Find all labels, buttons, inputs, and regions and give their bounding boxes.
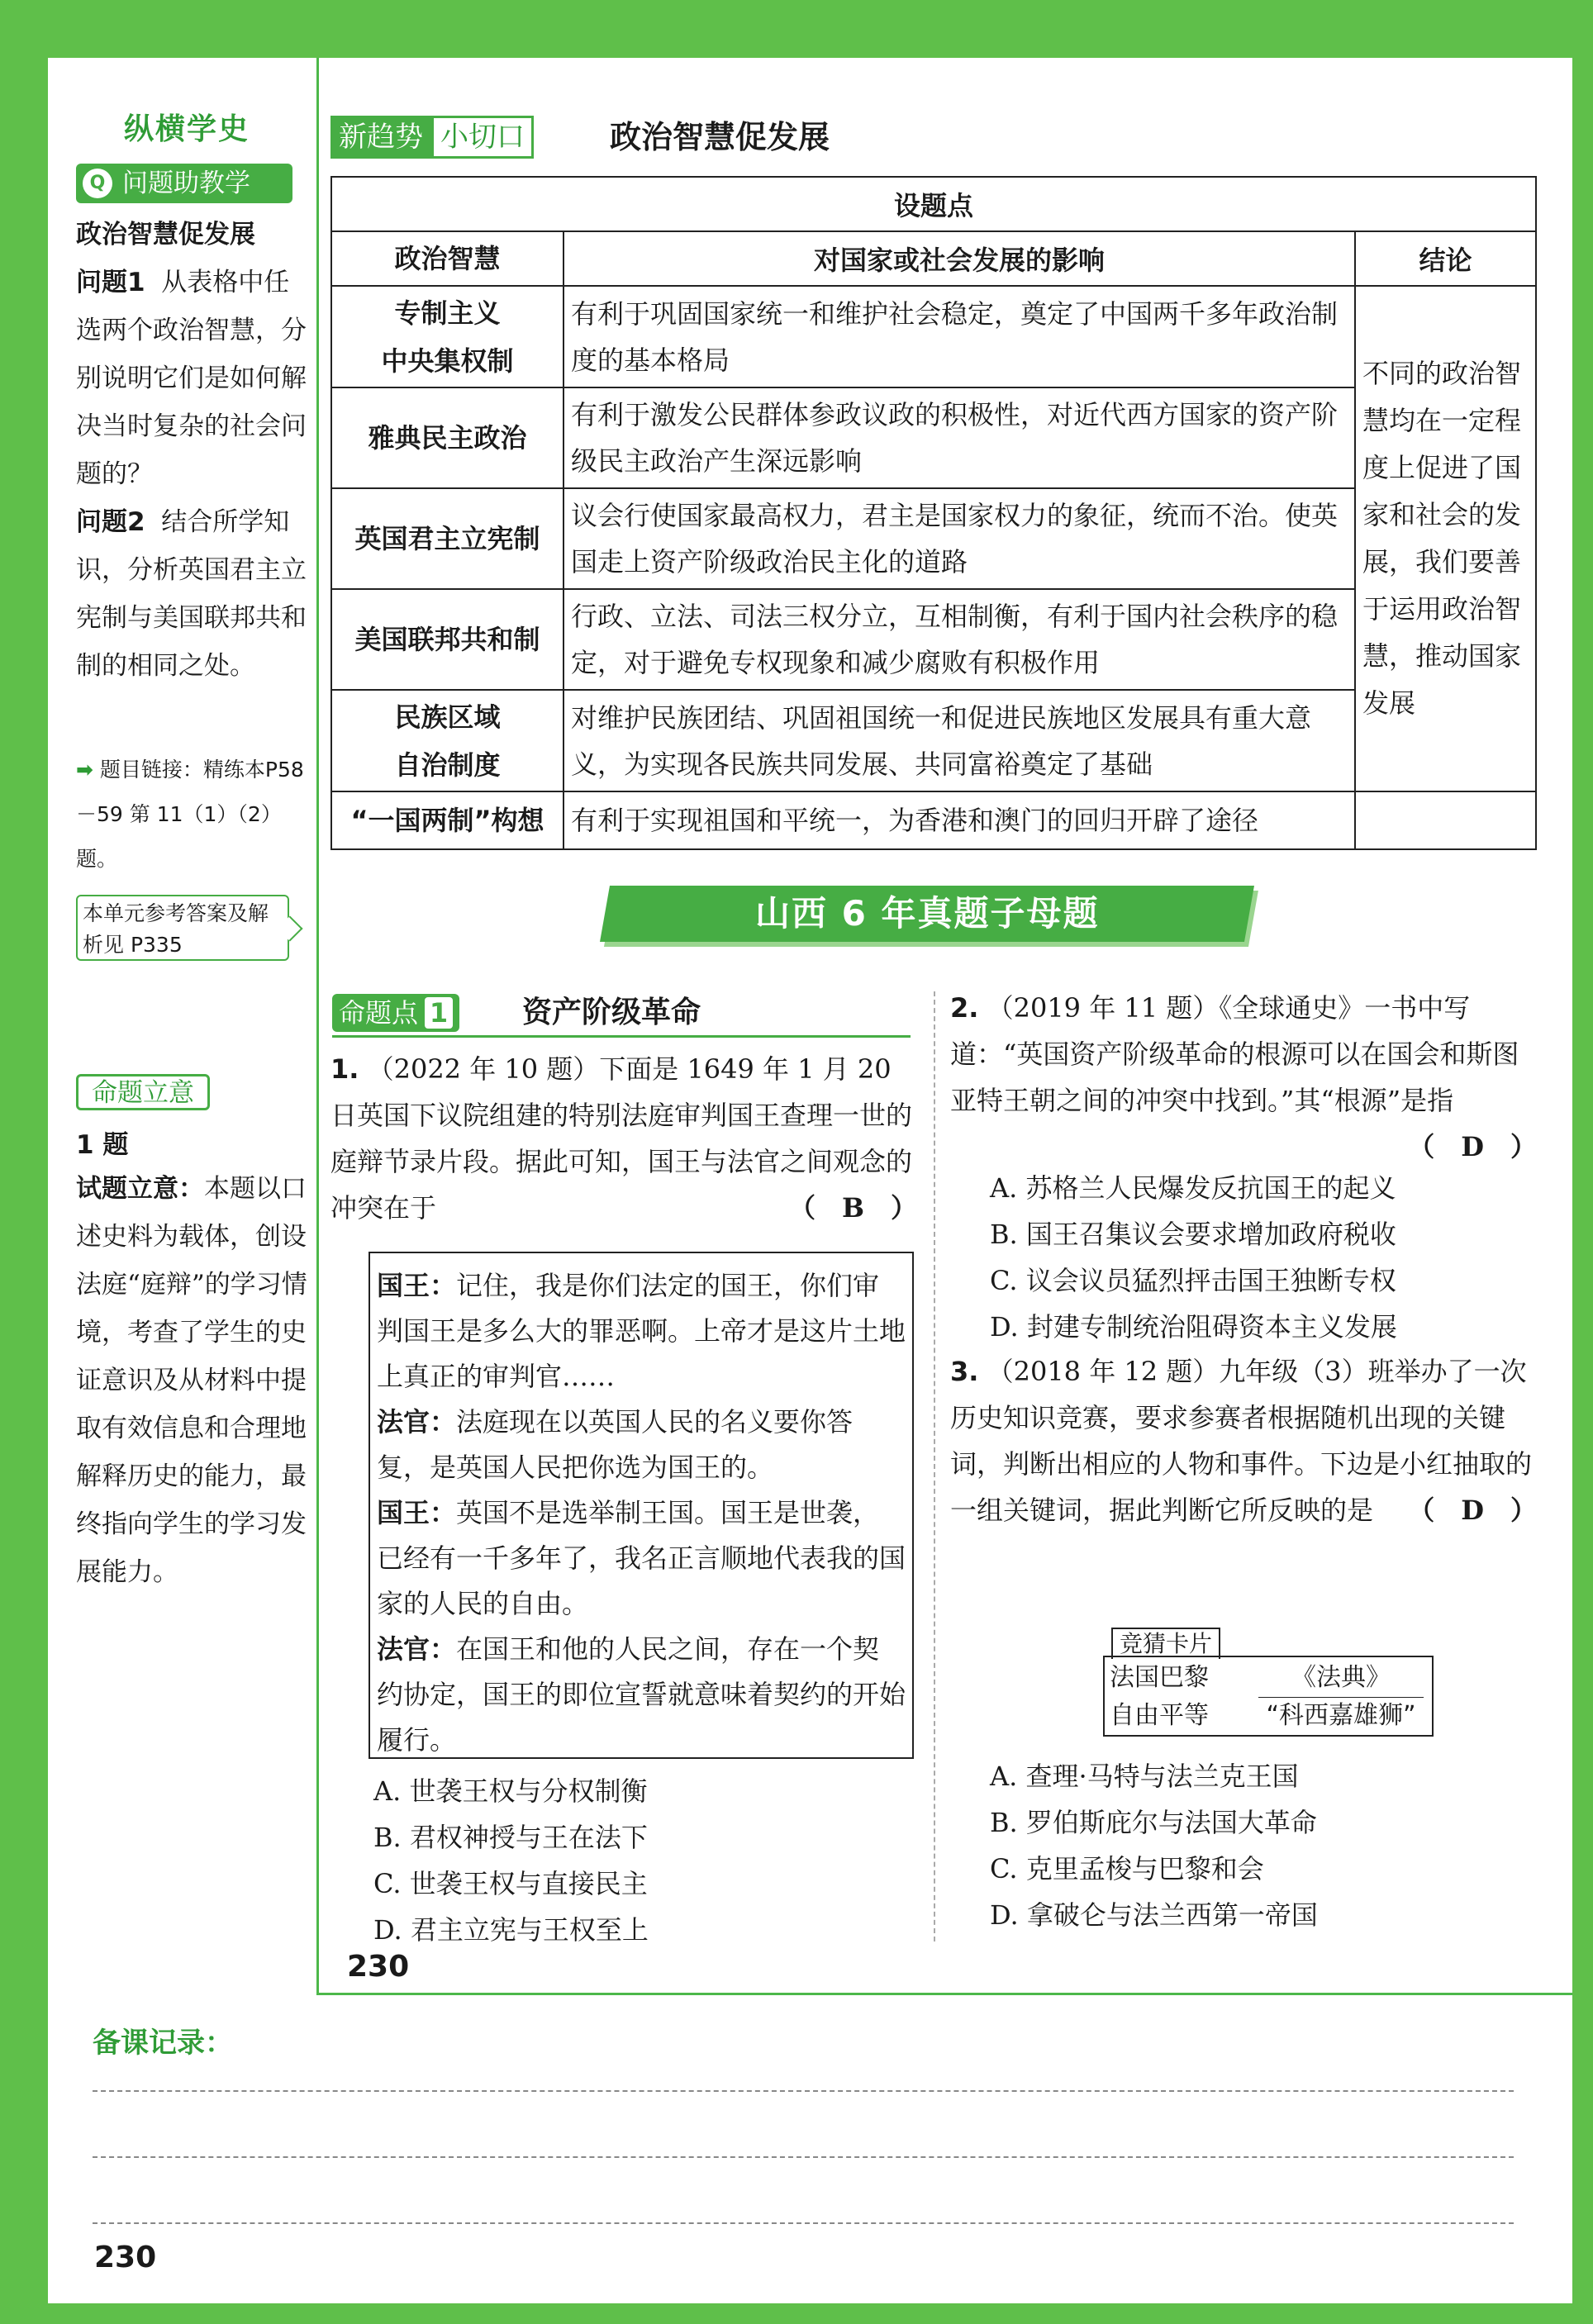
sidebar-title: 纵横学史	[124, 112, 250, 146]
table-cell-empty	[1355, 791, 1536, 849]
frame-bottom	[0, 2303, 1593, 2324]
question-number: 3.	[950, 1356, 979, 1387]
table-cell-effect: 有利于实现祖国和平统一，为香港和澳门的回归开辟了途径	[563, 791, 1355, 849]
guess-card-body	[1103, 1656, 1434, 1737]
table-cell-effect: 有利于巩固国家统一和维护社会稳定，奠定了中国两千多年政治制度的基本格局	[563, 286, 1355, 387]
question-3	[950, 1348, 1537, 1533]
dialogue-line	[377, 1400, 906, 1490]
question-2	[950, 985, 1537, 1170]
dialogue-text: 记住，我是你们法定的国王，你们审判国王是多么大的罪恶啊。上帝才是这片土地上真正的审判官……	[377, 1270, 906, 1392]
notes-line	[93, 2156, 1514, 2158]
guess-card-title: 竞猜卡片	[1111, 1628, 1220, 1659]
sidebar-topic: 政治智慧促发展	[76, 220, 255, 250]
option-c[interactable]: C. 议会议员猛烈抨击国王独断专权	[990, 1265, 1396, 1296]
option-c[interactable]: C. 世袭王权与直接民主	[373, 1868, 648, 1899]
dialogue-text: 法庭现在以英国人民的名义要你答复，是英国人民把你选为国王的。	[377, 1406, 854, 1483]
sidebar-q2-label: 问题2	[76, 507, 145, 537]
wisdom-table	[330, 176, 1537, 850]
search-icon: Q	[83, 169, 112, 198]
option-c[interactable]: C. 克里孟梭与巴黎和会	[990, 1853, 1264, 1884]
table-cell-name: 专制主义 中央集权制	[331, 286, 563, 387]
section-banner	[600, 886, 1254, 942]
table-cell-name: “一国两制”构想	[331, 791, 563, 849]
frame-top	[0, 0, 1593, 58]
point-label: 命题点	[339, 997, 419, 1029]
dialogue-speaker: 国王：	[377, 1497, 457, 1528]
table-cell-name: 美国联邦共和制	[331, 589, 563, 690]
page-number-outer: 230	[94, 2241, 157, 2274]
sidebar-q1-label: 问题1	[76, 268, 145, 297]
intent-question: 1 题	[76, 1130, 129, 1160]
table-cell-effect: 对维护民族团结、巩固祖国统一和促进民族地区发展具有重大意义，为实现各民族共同发展、共同富裕奠定了基础	[563, 690, 1355, 791]
question-number: 1.	[330, 1053, 359, 1085]
column-divider	[934, 991, 935, 1941]
sidebar-badge	[76, 164, 292, 203]
dialogue-speaker: 法官：	[377, 1633, 457, 1665]
sidebar-badge-label: 问题助教学	[122, 169, 250, 198]
table-cell-effect: 议会行使国家最高权力，君主是国家权力的象征，统而不治。使英国走上资产阶级政治民主化的道路	[563, 488, 1355, 589]
table-header: 政治智慧	[331, 231, 563, 286]
proposition-point	[332, 994, 911, 1040]
question-2-options	[990, 1165, 1535, 1350]
intent-label: 试题立意：	[76, 1174, 204, 1204]
option-a[interactable]: A. 查理·马特与法兰克王国	[990, 1761, 1299, 1792]
card-keyword: 《法典》	[1258, 1659, 1424, 1698]
guess-card	[1103, 1628, 1434, 1737]
question-answer: （ B ）	[788, 1192, 917, 1224]
intent-text-block	[76, 1165, 307, 1596]
question-1	[330, 1046, 917, 1231]
question-answer: （ D ）	[1408, 1131, 1537, 1162]
table-header-row	[331, 231, 1536, 286]
option-d[interactable]: D. 君主立宪与王权至上	[373, 1914, 649, 1946]
table-cell-effect: 有利于激发公民群体参政议政的积极性，对近代西方国家的资产阶级民主政治产生深远影响	[563, 387, 1355, 488]
question-number: 2.	[950, 992, 979, 1024]
question-3-options	[990, 1753, 1535, 1938]
intent-text: 本题以口述史料为载体，创设法庭“庭辩”的学习情境，考查了学生的史证意识及从材料中提取有效信息和合理地解释历史的能力，最终指向学生的学习发展能力。	[76, 1174, 307, 1587]
table-caption: 设题点	[331, 177, 1536, 231]
trend-tag-b: 小切口	[431, 116, 534, 159]
notes-label: 备课记录：	[93, 2027, 233, 2060]
option-d[interactable]: D. 拿破仑与法兰西第一帝国	[990, 1899, 1318, 1931]
table-row	[331, 791, 1536, 849]
point-number: 1	[425, 997, 453, 1029]
sidebar-divider	[316, 58, 319, 1995]
table-cell-name: 英国君主立宪制	[331, 488, 563, 589]
dialogue-line	[377, 1490, 906, 1627]
table-cell-name: 民族区域 自治制度	[331, 690, 563, 791]
question-1-options	[373, 1768, 911, 1953]
sidebar-link[interactable]	[76, 748, 307, 882]
sidebar-questions	[76, 211, 307, 690]
dialogue-line	[377, 1263, 906, 1400]
sidebar-q2-text: 结合所学知识，分析英国君主立宪制与美国联邦共和制的相同之处。	[76, 507, 307, 681]
table-caption-row	[331, 177, 1536, 231]
question-stem: （2019 年 11 题）《全球通史》一书中写道：“英国资产阶级革命的根源可以在国会和斯图亚特王朝之间的冲突中找到。”其“根源”是指	[950, 992, 1519, 1116]
option-b[interactable]: B. 罗伯斯庇尔与法国大革命	[990, 1807, 1317, 1838]
table-cell-name: 雅典民主政治	[331, 387, 563, 488]
option-a[interactable]: A. 世袭王权与分权制衡	[373, 1775, 648, 1807]
question-answer: （ D ）	[1408, 1495, 1537, 1526]
answer-reference-text: 本单元参考答案及解析见 P335	[83, 901, 269, 957]
table-header: 结论	[1355, 231, 1536, 286]
dialogue-line	[377, 1627, 906, 1763]
option-d[interactable]: D. 封建专制统治阻碍资本主义发展	[990, 1311, 1397, 1343]
dialogue-text: 在国王和他的人民之间，存在一个契约协定，国王的即位宣誓就意味着契约的开始履行。	[377, 1633, 906, 1756]
intent-badge: 命题立意	[76, 1074, 210, 1110]
content-bottom-line	[316, 1993, 1572, 1995]
dialogue-speaker: 国王：	[377, 1270, 457, 1301]
trend-tag-a: 新趋势	[330, 116, 431, 159]
sidebar-q2	[76, 498, 307, 690]
option-b[interactable]: B. 国王召集议会要求增加政府税收	[990, 1219, 1396, 1250]
question-stem: （2018 年 12 题）九年级（3）班举办了一次历史知识竞赛，要求参赛者根据随机出现的关键词，判断出相应的人物和事件。下边是小红抽取的一组关键词，据此判断它所反映的是	[950, 1356, 1533, 1526]
arrow-right-icon: ➡	[76, 758, 93, 782]
dialogue-speaker: 法官：	[377, 1406, 457, 1438]
point-title: 资产阶级革命	[522, 996, 701, 1029]
sidebar-q1-text: 从表格中任选两个政治智慧，分别说明它们是如何解决当时复杂的社会问题的？	[76, 268, 307, 489]
sidebar-link-text: 题目链接：精练本P58－59 第 11（1）（2）题。	[76, 758, 304, 871]
option-b[interactable]: B. 君权神授与王在法下	[373, 1822, 648, 1853]
question-stem: （2022 年 10 题）下面是 1649 年 1 月 20 日英国下议院组建的特别法庭审判国王查理一世的庭辩节录片段。据此可知，国王与法官之间观念的冲突在于	[330, 1053, 913, 1224]
notes-line	[93, 2090, 1514, 2092]
card-keyword: 法国巴黎	[1110, 1663, 1209, 1692]
section-banner-text: 山西 6 年真题子母题	[754, 893, 1100, 934]
notes-line	[93, 2222, 1514, 2224]
page-number-inner: 230	[347, 1950, 410, 1984]
court-dialogue	[369, 1252, 914, 1759]
dialogue-text: 英国不是选举制王国。国王是世袭，已经有一千多年了，我名正言顺地代表我的国家的人民的自由。	[377, 1497, 906, 1619]
answer-reference-box	[76, 895, 289, 961]
point-badge	[332, 994, 459, 1032]
option-a[interactable]: A. 苏格兰人民爆发反抗国王的起义	[990, 1172, 1396, 1204]
point-underline	[332, 1035, 911, 1038]
card-keyword: “科西嘉雄狮”	[1258, 1697, 1424, 1736]
section-title: 政治智慧促发展	[610, 119, 830, 155]
table-cell-conclusion: 不同的政治智慧均在一定程度上促进了国家和社会的发展，我们要善于运用政治智慧，推动国家发展	[1355, 286, 1536, 791]
table-cell-effect: 行政、立法、司法三权分立，互相制衡，有利于国内社会秩序的稳定，对于避免专权现象和减少腐败有积极作用	[563, 589, 1355, 690]
sidebar-q1	[76, 259, 307, 498]
frame-left	[0, 0, 48, 2324]
table-header: 对国家或社会发展的影响	[563, 231, 1355, 286]
frame-right	[1572, 0, 1593, 2324]
table-row	[331, 286, 1536, 387]
card-keyword: 自由平等	[1110, 1701, 1209, 1730]
trend-tag	[330, 116, 534, 159]
